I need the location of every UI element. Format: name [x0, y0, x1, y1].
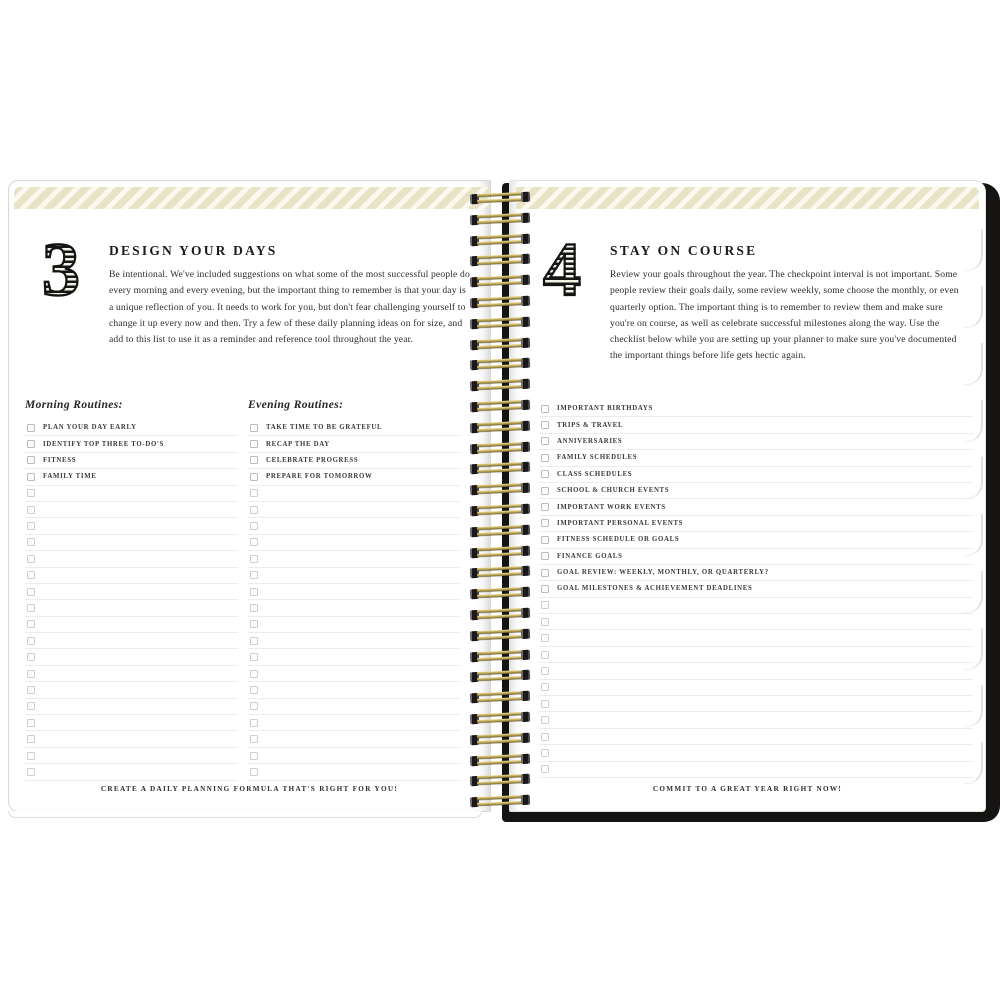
- checklist-row: [539, 483, 973, 499]
- checklist-row: [248, 649, 460, 665]
- checklist-row: [25, 469, 238, 485]
- checkbox-icon: [27, 555, 35, 563]
- checklist-row: [248, 420, 460, 436]
- checklist-row: [539, 467, 973, 483]
- checkbox-icon: [541, 454, 549, 462]
- checkbox-icon: [27, 424, 35, 432]
- checkbox-icon: [541, 765, 549, 773]
- checkbox-icon: [250, 735, 258, 743]
- page-title: DESIGN YOUR DAYS: [109, 243, 278, 258]
- checklist-row: [539, 598, 973, 614]
- checklist-row: [248, 600, 460, 616]
- checklist-item-label: GOAL MILESTONES & ACHIEVEMENT DEADLINES: [557, 585, 753, 593]
- morning-routines-column: [25, 399, 238, 781]
- checklist-row: [539, 516, 973, 532]
- checklist-row: [539, 499, 973, 515]
- chapter-number: 4: [522, 237, 602, 365]
- checklist-row: [539, 401, 973, 417]
- checklist-item-label: CLASS SCHEDULES: [557, 470, 633, 478]
- checklist-item-label: IDENTIFY TOP THREE TO-DO'S: [43, 440, 165, 448]
- checklist-row: [248, 551, 460, 567]
- checkbox-icon: [27, 489, 35, 497]
- chapter-number: 3: [21, 237, 101, 348]
- year-checklist-column: [539, 401, 973, 778]
- checkbox-icon: [250, 620, 258, 628]
- checkbox-icon: [27, 506, 35, 514]
- checklist-row: [539, 762, 973, 778]
- checklist-row: [25, 453, 238, 469]
- checkbox-icon: [250, 473, 258, 481]
- checklist-row: [248, 666, 460, 682]
- checkbox-icon: [250, 440, 258, 448]
- checklist-row: [25, 649, 238, 665]
- checklist-row: [248, 535, 460, 551]
- checkbox-icon: [27, 538, 35, 546]
- stripe-band: [14, 187, 490, 209]
- column-heading: Evening Routines:: [248, 399, 344, 411]
- checklist-row: [248, 715, 460, 731]
- checklist-row: [248, 764, 460, 780]
- checklist-row: [248, 682, 460, 698]
- checklist-item-label: RECAP THE DAY: [266, 440, 330, 448]
- checklist-row: [539, 630, 973, 646]
- right-page: [509, 180, 986, 812]
- checklist-row: [248, 731, 460, 747]
- checkbox-icon: [27, 588, 35, 596]
- checkbox-icon: [541, 536, 549, 544]
- checkbox-icon: [27, 768, 35, 776]
- checkbox-icon: [541, 618, 549, 626]
- checklist-row: [248, 518, 460, 534]
- page-edge-curl: [965, 457, 983, 499]
- checkbox-icon: [250, 588, 258, 596]
- checklist-row: [248, 469, 460, 485]
- checklist-row: [539, 614, 973, 630]
- checkbox-icon: [250, 456, 258, 464]
- checklist-row: [248, 633, 460, 649]
- checkbox-icon: [27, 522, 35, 530]
- checkbox-icon: [250, 604, 258, 612]
- checklist-item-label: TRIPS & TRAVEL: [557, 421, 624, 429]
- checkbox-icon: [250, 719, 258, 727]
- checkbox-icon: [541, 470, 549, 478]
- checkbox-icon: [541, 437, 549, 445]
- checkbox-icon: [250, 637, 258, 645]
- checkbox-icon: [541, 487, 549, 495]
- checklist-row: [25, 764, 238, 780]
- checklist-item-label: SCHOOL & CHURCH EVENTS: [557, 487, 670, 495]
- checkbox-icon: [27, 620, 35, 628]
- checklist-row: [25, 436, 238, 452]
- checkbox-icon: [250, 424, 258, 432]
- checkbox-icon: [541, 700, 549, 708]
- checkbox-icon: [541, 634, 549, 642]
- checklist-row: [539, 434, 973, 450]
- chapter-header: [522, 228, 973, 365]
- checkbox-icon: [250, 670, 258, 678]
- checkbox-icon: [250, 538, 258, 546]
- checklist-row: [539, 696, 973, 712]
- checklist-row: [25, 502, 238, 518]
- checklist-row: [248, 502, 460, 518]
- checkbox-icon: [541, 405, 549, 413]
- checklist-row: [25, 748, 238, 764]
- checkbox-icon: [27, 456, 35, 464]
- page-edge-curl: [965, 685, 983, 727]
- checklist-item-label: PREPARE FOR TOMORROW: [266, 473, 373, 481]
- page-edge-curl: [965, 514, 983, 556]
- checklist-row: [25, 568, 238, 584]
- checklist-item-label: PLAN YOUR DAY EARLY: [43, 424, 137, 432]
- checklist-row: [539, 565, 973, 581]
- checklist-row: [539, 417, 973, 433]
- checklist-row: [539, 647, 973, 663]
- checklist-row: [248, 584, 460, 600]
- page-footer: COMMIT TO A GREAT YEAR RIGHT NOW!: [652, 785, 843, 793]
- checkbox-icon: [250, 506, 258, 514]
- checkbox-icon: [250, 571, 258, 579]
- checkbox-icon: [250, 686, 258, 694]
- checklist-row: [25, 420, 238, 436]
- checklist-row: [248, 617, 460, 633]
- checklist-row: [248, 568, 460, 584]
- checkbox-icon: [27, 571, 35, 579]
- checklist-item-label: TAKE TIME TO BE GRATEFUL: [266, 424, 383, 432]
- page-edge-curl: [965, 229, 983, 271]
- chapter-header-text: [101, 237, 478, 348]
- checklist-row: [248, 453, 460, 469]
- checklist-row: [25, 551, 238, 567]
- checkbox-icon: [250, 555, 258, 563]
- page-title: STAY ON COURSE: [610, 243, 758, 258]
- checkbox-icon: [250, 702, 258, 710]
- checkbox-icon: [27, 440, 35, 448]
- checklist-row: [539, 532, 973, 548]
- checkbox-icon: [541, 651, 549, 659]
- checklist-row: [539, 745, 973, 761]
- page-footer: CREATE A DAILY PLANNING FORMULA THAT'S RIGHT FOR YOU!: [100, 785, 399, 793]
- checklist-row: [25, 486, 238, 502]
- intro-paragraph: Review your goals throughout the year. The checkpoint interval is not important. Some people review their goals daily, some review weekly, some choose the monthly, or even quarterly option. The important thing is to remember to review them and make sure you're on course, as well as celebrate successful milestones along the way. Use the checklist below while you are setting up your planner to make sure you've documented the important things before life gets hectic again.: [610, 269, 959, 362]
- page-edge-curl: [965, 742, 983, 784]
- checkbox-icon: [27, 686, 35, 694]
- checkbox-icon: [541, 421, 549, 429]
- page-edge-curl: [965, 400, 983, 442]
- routine-columns: [25, 399, 460, 781]
- checkbox-icon: [541, 733, 549, 741]
- checklist-row: [248, 699, 460, 715]
- checkbox-icon: [27, 702, 35, 710]
- page-edge-curl: [965, 286, 983, 328]
- checklist-row: [25, 731, 238, 747]
- checklist-item-label: FITNESS SCHEDULE OR GOALS: [557, 536, 680, 544]
- checklist-row: [248, 436, 460, 452]
- checklist-item-label: IMPORTANT WORK EVENTS: [557, 503, 666, 511]
- column-heading: Morning Routines:: [25, 399, 123, 411]
- checkbox-icon: [541, 519, 549, 527]
- chapter-header: [21, 228, 478, 348]
- checkbox-icon: [541, 601, 549, 609]
- checkbox-icon: [27, 604, 35, 612]
- checklist-row: [539, 729, 973, 745]
- checklist-item-label: ANNIVERSARIES: [557, 437, 623, 445]
- page-edge-curl: [965, 343, 983, 385]
- checklist-item-label: FAMILY TIME: [43, 473, 97, 481]
- left-page: [8, 180, 491, 812]
- checkbox-icon: [250, 489, 258, 497]
- checkbox-icon: [27, 670, 35, 678]
- checklist-row: [25, 518, 238, 534]
- checkbox-icon: [27, 735, 35, 743]
- checklist-row: [25, 617, 238, 633]
- stripe-band: [516, 187, 979, 209]
- checklist-row: [539, 549, 973, 565]
- checklist-row: [539, 581, 973, 597]
- checklist: [25, 420, 238, 781]
- checklist-row: [25, 535, 238, 551]
- checklist-row: [25, 600, 238, 616]
- checkbox-icon: [541, 749, 549, 757]
- checklist-row: [25, 682, 238, 698]
- checkbox-icon: [27, 752, 35, 760]
- checkbox-icon: [27, 653, 35, 661]
- checkbox-icon: [27, 473, 35, 481]
- checklist-row: [25, 715, 238, 731]
- checkbox-icon: [250, 752, 258, 760]
- checklist-item-label: IMPORTANT BIRTHDAYS: [557, 405, 653, 413]
- checklist: [248, 420, 460, 781]
- checklist-row: [539, 663, 973, 679]
- checkbox-icon: [541, 585, 549, 593]
- checkbox-icon: [27, 719, 35, 727]
- checkbox-icon: [541, 667, 549, 675]
- checklist-item-label: FINANCE GOALS: [557, 552, 623, 560]
- page-edge-curl: [965, 571, 983, 613]
- checkbox-icon: [250, 768, 258, 776]
- intro-paragraph: Be intentional. We've included suggestions on what some of the most successful people do every morning and every evening, but the important thing to remember is that your day is a unique reflection of you. It needs to work for you, but don't fear challenging yourself to change it up every now and then. Try a few of these daily planning ideas on for size, and add to this list to use it as a reminder and reference tool throughout the year.: [109, 269, 470, 346]
- checkbox-icon: [541, 716, 549, 724]
- checklist-row: [25, 699, 238, 715]
- checklist-row: [248, 486, 460, 502]
- checklist-row: [539, 712, 973, 728]
- checklist-row: [539, 450, 973, 466]
- checklist-item-label: GOAL REVIEW: WEEKLY, MONTHLY, OR QUARTERLY?: [557, 569, 769, 577]
- checkbox-icon: [250, 522, 258, 530]
- checkbox-icon: [250, 653, 258, 661]
- page-edge-curl: [965, 628, 983, 670]
- checklist-row: [25, 584, 238, 600]
- checklist-row: [25, 633, 238, 649]
- checklist-item-label: FITNESS: [43, 456, 77, 464]
- checkbox-icon: [541, 569, 549, 577]
- checklist-item-label: IMPORTANT PERSONAL EVENTS: [557, 519, 684, 527]
- chapter-header-text: [602, 237, 973, 365]
- checklist-row: [25, 666, 238, 682]
- evening-routines-column: [248, 399, 460, 781]
- page-edge-curls: [955, 181, 985, 811]
- checkbox-icon: [27, 637, 35, 645]
- checklist-row: [539, 680, 973, 696]
- checklist-item-label: CELEBRATE PROGRESS: [266, 456, 359, 464]
- checklist-row: [248, 748, 460, 764]
- checklist: [539, 401, 973, 778]
- checklist-item-label: FAMILY SCHEDULES: [557, 454, 638, 462]
- checkbox-icon: [541, 683, 549, 691]
- checkbox-icon: [541, 503, 549, 511]
- checkbox-icon: [541, 552, 549, 560]
